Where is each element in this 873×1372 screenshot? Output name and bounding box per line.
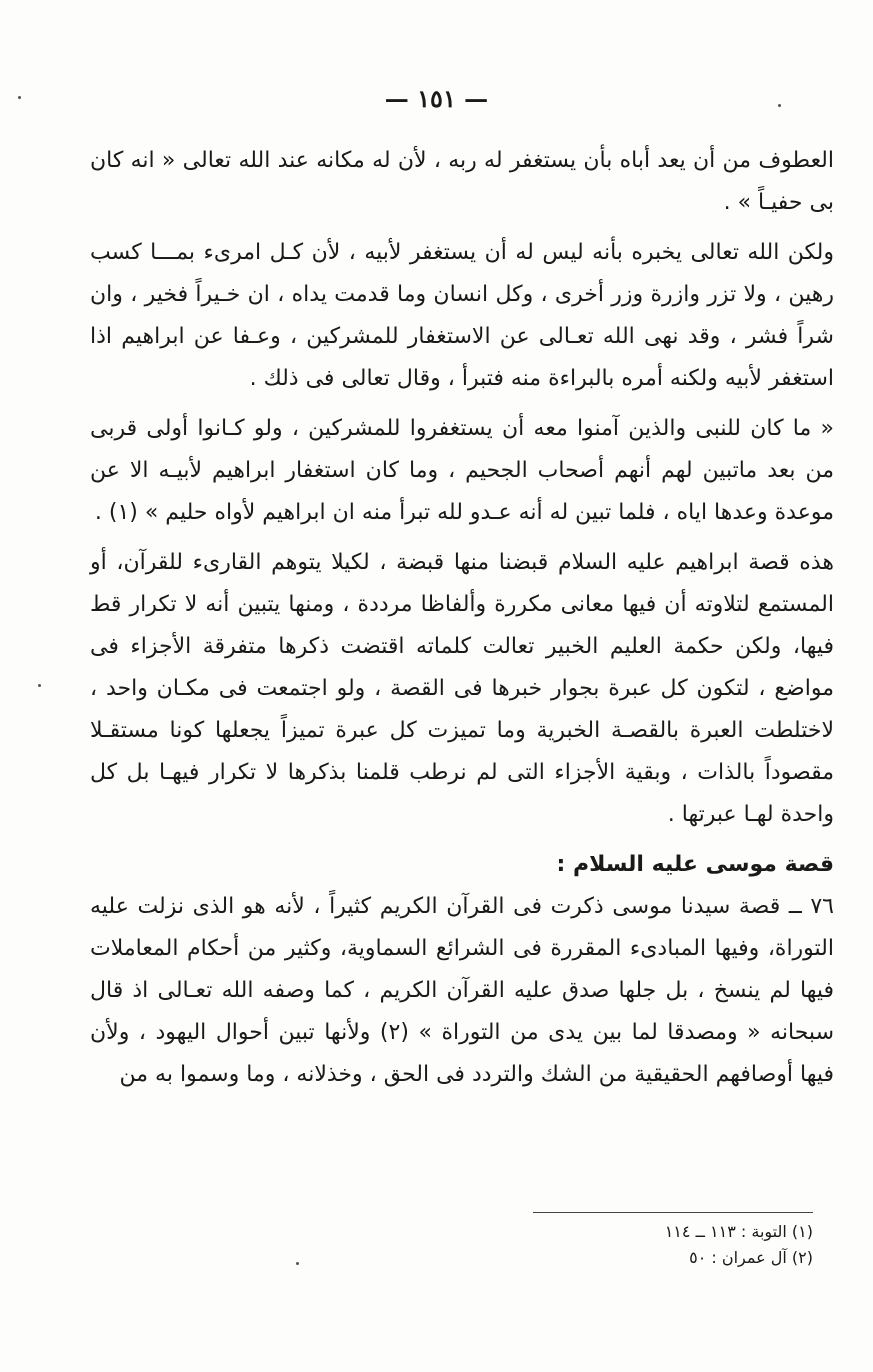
footnotes xyxy=(533,1212,813,1271)
paragraph-4: هذه قصة ابراهيم عليه السلام قبضنا منها قبضة ، لكيلا يتوهم القارىء للقرآن، أو المستمع لتلاوته أن فيها معانى مكررة وألفاظا مرددة ، ومنها يتبين أنه لا تكرار قط فيها، ولكن حكمة العليم الخبير تعالت كلماته اقتضت ذكرها متفرقة الأجزاء فى مواضع ، لتكون كل عبرة بجوار خبرها فى القصة ، ولو اجتمعت فى مكـان واحد ، لاختلطت العبرة بالقصـة الخبرية وما تميزت كل عبرة تميزاً يجعلها كونا مستقـلا مقصوداً بالذات ، وبقية الأجزاء التى لم نرطب قلمنا بذكرها لا تكرار فيهـا بل كل واحدة لهـا عبرتها . xyxy=(90,550,834,827)
paragraph-2: ولكن الله تعالى يخبره بأنه ليس له أن يستغفر لأبيه ، لأن كـل امرىء بمـــا كسب رهين ، ولا تزر وازرة وزر أخرى ، وكل انسان وما قدمت يداه ، ان خـيراً فخير ، وان شراً فشر ، وقد نهى الله تعـالى عن الاستغفار للمشركين ، وعـفا عن ابراهيم اذا استغفر لأبيه ولكنه أمره بالبراءة منه فتبرأ ، وقال تعالى فى ذلك . xyxy=(90,240,834,391)
scan-speck xyxy=(778,104,781,107)
scan-speck xyxy=(18,96,21,99)
paragraph-1: العطوف من أن يعد أباه بأن يستغفر له ربه ، لأن له مكانه عند الله تعالى « انه كان بى حفيـاً » . xyxy=(90,148,834,215)
quran-quote-paragraph: « ما كان للنبى والذين آمنوا معه أن يستغفروا للمشركين ، ولو كـانوا أولى قربى من بعد ماتبين لهم أنهم أصحاب الجحيم ، وما كان استغفار ابراهيم لأبيـه الا عن موعدة وعدها اياه ، فلما تبين له أنه عـدو لله تبرأ منه ان ابراهيم لأواه حليم » (١) . xyxy=(90,416,834,525)
paragraph-5: ٧٦ ــ قصة سيدنا موسى ذكرت فى القرآن الكريم كثيراً ، لأنه هو الذى نزلت عليه التوراة، وفيها المبادىء المقررة فى الشرائع السماوية، وكثير من أحكام المعاملات فيها لم ينسخ ، بل جلها صدق عليه القرآن الكريم ، كما وصفه الله تعـالى اذ قال سبحانه « ومصدقا لما بين يدى من التوراة » (٢) ولأنها تبين أحوال اليهود ، ولأن فيها أوصافهم الحقيقية من الشك والتردد فى الحق ، وخذلانه ، وما وسموا به من xyxy=(90,894,835,1087)
page-number: — ١٥١ — xyxy=(384,84,489,113)
footnote-1: (١) التوبة : ١١٣ ــ ١١٤ xyxy=(664,1222,813,1241)
main-text xyxy=(90,140,834,1096)
scan-speck xyxy=(38,684,41,687)
footnote-2: (٢) آل عمران : ٥٠ xyxy=(689,1248,813,1267)
scan-speck xyxy=(296,1262,299,1265)
section-heading: قصة موسى عليه السلام : xyxy=(556,852,834,877)
